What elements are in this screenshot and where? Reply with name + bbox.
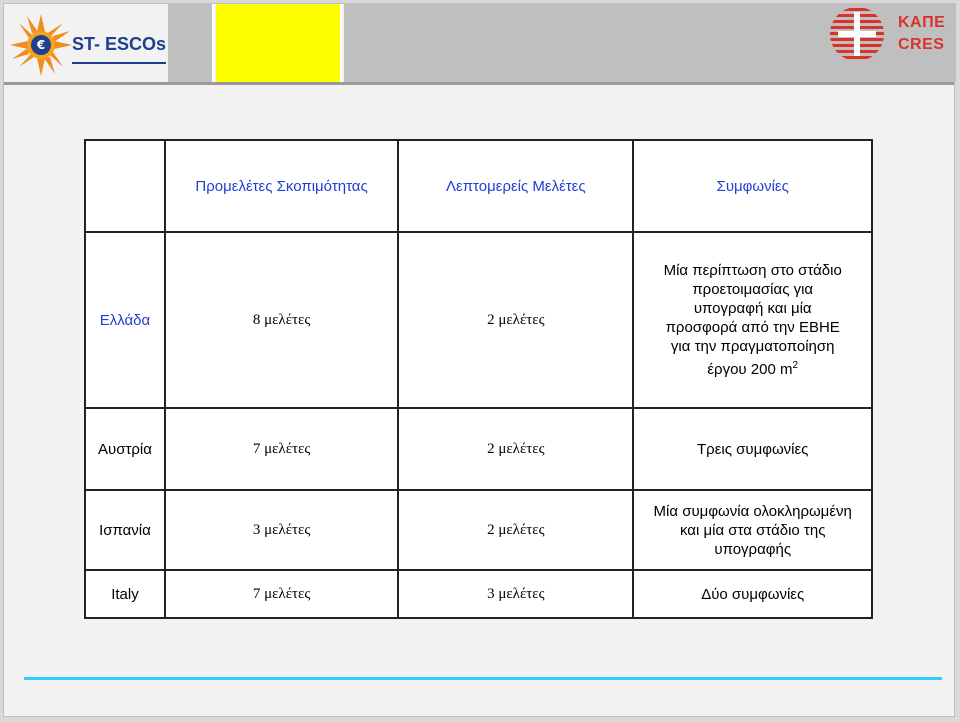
detailed-cell: 2 μελέτες xyxy=(398,408,633,490)
header-yellow-block xyxy=(216,4,342,82)
header-cell-agreements: Συμφωνίες xyxy=(633,140,872,232)
logo-text: ST- ESCOs xyxy=(72,34,167,54)
header-cell-empty xyxy=(85,140,165,232)
sun-logo-icon xyxy=(10,14,72,76)
country-cell: Αυστρία xyxy=(85,408,165,490)
svg-text:€: € xyxy=(36,38,46,52)
st-escos-logo xyxy=(10,14,170,78)
feasibility-cell: 7 μελέτες xyxy=(165,570,398,618)
superscript: 2 xyxy=(792,360,799,371)
table-row xyxy=(85,570,872,618)
kape-cres-logo xyxy=(826,6,952,62)
detailed-cell: 2 μελέτες xyxy=(398,490,633,570)
detailed-cell: 3 μελέτες xyxy=(398,570,633,618)
agreements-text: Μία περίπτωση στο στάδιο προετοιμασίας για υπογραφή και μία προσφορά από την ΕΒΗΕ για την πραγματοποίηση έργου 200 m xyxy=(663,262,842,378)
header-gray-block xyxy=(168,4,214,82)
agreements-cell xyxy=(633,232,872,408)
agreements-cell: Δύο συμφωνίες xyxy=(633,570,872,618)
table-header-row xyxy=(85,140,872,232)
header-cell-feasibility: Προμελέτες Σκοπιμότητας xyxy=(165,140,398,232)
table-row xyxy=(85,408,872,490)
detailed-cell: 2 μελέτες xyxy=(398,232,633,408)
studies-table xyxy=(84,139,873,619)
table-row xyxy=(85,490,872,570)
agreements-cell: Μία συμφωνία ολοκληρωμένη και μία στα στάδιο της υπογραφής xyxy=(633,490,872,570)
cres-globe-icon xyxy=(826,6,888,62)
country-cell: Ελλάδα xyxy=(85,232,165,408)
header-divider xyxy=(4,82,954,85)
logo-underline xyxy=(72,62,166,64)
kape-text: ΚΑΠΕ xyxy=(898,14,946,31)
header-banner xyxy=(4,4,954,84)
feasibility-cell: 8 μελέτες xyxy=(165,232,398,408)
agreements-cell: Τρεις συμφωνίες xyxy=(633,408,872,490)
feasibility-cell: 3 μελέτες xyxy=(165,490,398,570)
country-cell: Ισπανία xyxy=(85,490,165,570)
footer-line xyxy=(24,677,942,680)
table-row xyxy=(85,232,872,408)
country-cell: Italy xyxy=(85,570,165,618)
header-cell-detailed: Λεπτομερείς Μελέτες xyxy=(398,140,633,232)
cres-text: CRES xyxy=(898,36,945,53)
feasibility-cell: 7 μελέτες xyxy=(165,408,398,490)
